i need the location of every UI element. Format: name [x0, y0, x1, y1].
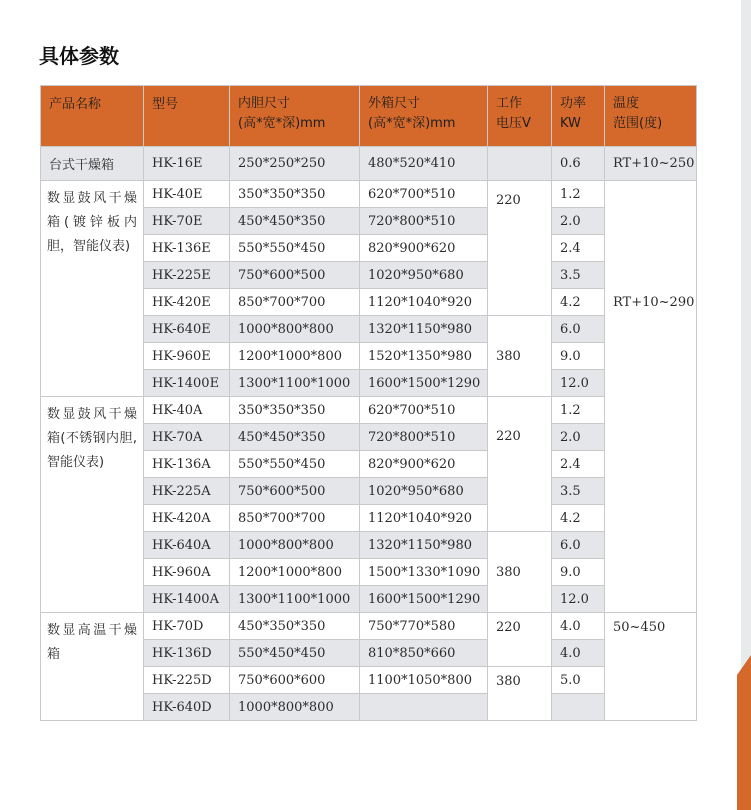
- cell-outer: 1120*1040*920: [360, 505, 488, 532]
- cell-power: 2.4: [552, 235, 605, 262]
- cell-inner: 450*350*350: [230, 613, 360, 640]
- cell-power: 4.2: [552, 289, 605, 316]
- cell-model: HK-640D: [144, 694, 230, 721]
- cell-inner: 1200*1000*800: [230, 559, 360, 586]
- cell-power: 3.5: [552, 262, 605, 289]
- cell-model: HK-960E: [144, 343, 230, 370]
- cell-inner: 750*600*500: [230, 478, 360, 505]
- table-header-row: [41, 86, 697, 147]
- cell-temp: RT+10~290: [605, 181, 697, 613]
- cell-inner: 450*450*350: [230, 208, 360, 235]
- cell-model: HK-40A: [144, 397, 230, 424]
- cell-outer: 1600*1500*1290: [360, 586, 488, 613]
- cell-inner: 850*700*700: [230, 289, 360, 316]
- cell-power: 12.0: [552, 586, 605, 613]
- cell-power: 9.0: [552, 343, 605, 370]
- cell-model: HK-40E: [144, 181, 230, 208]
- cell-power: 3.5: [552, 478, 605, 505]
- cell-outer: 1600*1500*1290: [360, 370, 488, 397]
- cell-model: HK-136A: [144, 451, 230, 478]
- cell-inner: 550*550*450: [230, 235, 360, 262]
- cell-outer: 1020*950*680: [360, 478, 488, 505]
- cell-voltage: 380: [488, 532, 552, 613]
- cell-inner: 550*550*450: [230, 451, 360, 478]
- page-title: 具体参数: [39, 44, 119, 68]
- cell-model: HK-225E: [144, 262, 230, 289]
- cell-inner: 550*450*450: [230, 640, 360, 667]
- cell-inner: 750*600*500: [230, 262, 360, 289]
- cell-temp: RT+10~250: [605, 147, 697, 181]
- group-stainless: 数显鼓风干燥箱(不锈钢内胆,智能仪表): [41, 397, 144, 613]
- cell-power: [552, 694, 605, 721]
- cell-outer: 1500*1330*1090: [360, 559, 488, 586]
- cell-power: 0.6: [552, 147, 605, 181]
- cell-inner: 850*700*700: [230, 505, 360, 532]
- table-row: [41, 147, 697, 181]
- cell-voltage-empty: [488, 147, 552, 181]
- cell-inner: 1200*1000*800: [230, 343, 360, 370]
- cell-outer: 1100*1050*800: [360, 667, 488, 694]
- cell-model: HK-70E: [144, 208, 230, 235]
- header-inner: 内胆尺寸 (高*宽*深)mm: [230, 86, 360, 147]
- cell-inner: 1000*800*800: [230, 532, 360, 559]
- cell-outer: 720*800*510: [360, 208, 488, 235]
- cell-voltage: 380: [488, 316, 552, 397]
- cell-model: HK-960A: [144, 559, 230, 586]
- header-name: 产品名称: [41, 86, 144, 147]
- cell-voltage: 220: [488, 181, 552, 316]
- cell-outer: 1320*1150*980: [360, 532, 488, 559]
- cell-model: HK-420E: [144, 289, 230, 316]
- cell-inner: 1300*1100*1000: [230, 370, 360, 397]
- cell-inner: 450*450*350: [230, 424, 360, 451]
- cell-power: 1.2: [552, 181, 605, 208]
- cell-voltage: 220: [488, 397, 552, 532]
- group-high-temp: 数显高温干燥箱: [41, 613, 144, 721]
- cell-outer: 820*900*620: [360, 451, 488, 478]
- spec-table: [40, 85, 697, 721]
- cell-model: HK-16E: [144, 147, 230, 181]
- group-galvanized: 数显鼓风干燥箱(镀锌板内胆，智能仪表): [41, 181, 144, 397]
- cell-power: 6.0: [552, 532, 605, 559]
- cell-inner: 350*350*350: [230, 397, 360, 424]
- cell-voltage: 380: [488, 667, 552, 721]
- cell-model: HK-1400A: [144, 586, 230, 613]
- cell-power: 5.0: [552, 667, 605, 694]
- header-power: 功率 KW: [552, 86, 605, 147]
- table-row: [41, 613, 697, 640]
- cell-model: HK-70A: [144, 424, 230, 451]
- cell-outer: 620*700*510: [360, 181, 488, 208]
- cell-outer: 1020*950*680: [360, 262, 488, 289]
- cell-power: 9.0: [552, 559, 605, 586]
- cell-outer: 820*900*620: [360, 235, 488, 262]
- table-row: [41, 181, 697, 208]
- right-edge-accent: [737, 655, 751, 810]
- cell-model: HK-136D: [144, 640, 230, 667]
- cell-outer: [360, 694, 488, 721]
- cell-inner: 1000*800*800: [230, 694, 360, 721]
- cell-outer: 480*520*410: [360, 147, 488, 181]
- header-model: 型号: [144, 86, 230, 147]
- cell-power: 4.2: [552, 505, 605, 532]
- cell-outer: 1320*1150*980: [360, 316, 488, 343]
- cell-power: 2.0: [552, 424, 605, 451]
- cell-model: HK-70D: [144, 613, 230, 640]
- cell-power: 12.0: [552, 370, 605, 397]
- cell-power: 4.0: [552, 613, 605, 640]
- cell-inner: 1000*800*800: [230, 316, 360, 343]
- cell-inner: 750*600*600: [230, 667, 360, 694]
- cell-model: HK-136E: [144, 235, 230, 262]
- cell-inner: 350*350*350: [230, 181, 360, 208]
- cell-inner: 1300*1100*1000: [230, 586, 360, 613]
- header-voltage: 工作 电压V: [488, 86, 552, 147]
- cell-model: HK-420A: [144, 505, 230, 532]
- cell-outer: 750*770*580: [360, 613, 488, 640]
- cell-power: 2.4: [552, 451, 605, 478]
- cell-outer: 620*700*510: [360, 397, 488, 424]
- cell-power: 1.2: [552, 397, 605, 424]
- cell-power: 6.0: [552, 316, 605, 343]
- table-row: [41, 397, 697, 424]
- header-temp: 温度 范围(度): [605, 86, 697, 147]
- header-outer: 外箱尺寸 (高*宽*深)mm: [360, 86, 488, 147]
- cell-model: HK-225A: [144, 478, 230, 505]
- cell-voltage: 220: [488, 613, 552, 667]
- cell-power: 2.0: [552, 208, 605, 235]
- cell-temp: 50~450: [605, 613, 697, 721]
- cell-outer: 720*800*510: [360, 424, 488, 451]
- cell-model: HK-640A: [144, 532, 230, 559]
- cell-outer: 1120*1040*920: [360, 289, 488, 316]
- cell-model: HK-225D: [144, 667, 230, 694]
- cell-inner: 250*250*250: [230, 147, 360, 181]
- cell-model: HK-1400E: [144, 370, 230, 397]
- cell-outer: 810*850*660: [360, 640, 488, 667]
- cell-outer: 1520*1350*980: [360, 343, 488, 370]
- group-desktop: 台式干燥箱: [41, 147, 144, 181]
- cell-power: 4.0: [552, 640, 605, 667]
- cell-model: HK-640E: [144, 316, 230, 343]
